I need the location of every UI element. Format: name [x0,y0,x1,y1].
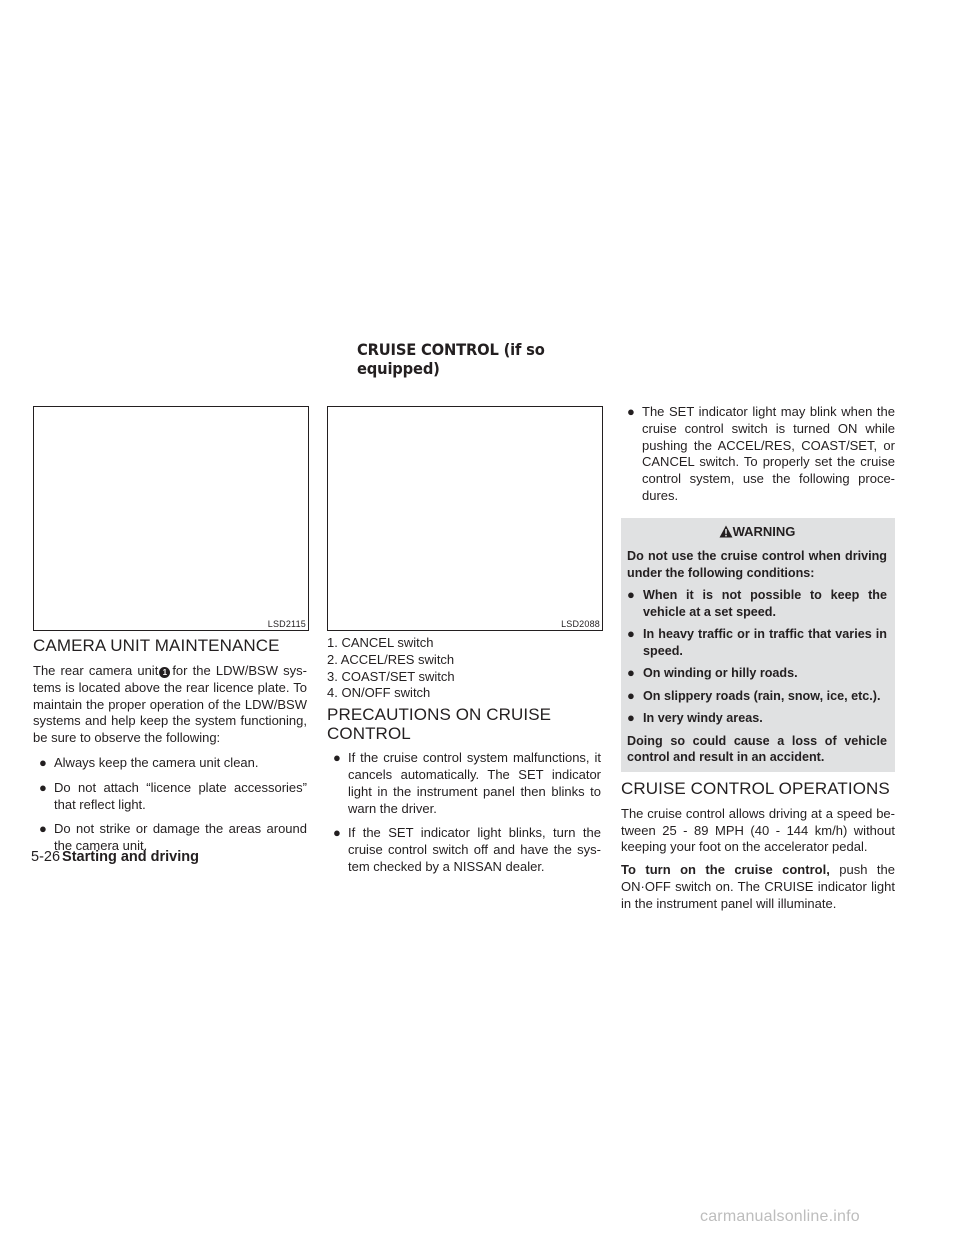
bullet-icon: ● [627,665,635,681]
figure-code: LSD2115 [267,619,306,629]
warning-title: WARNING [627,524,887,541]
list-item: ● On slippery roads (rain, snow, ice, etc.). [627,687,881,703]
list-item: ● On winding or hilly roads. [627,665,798,681]
list-item: ● Do not strike or damage the areas around the camera unit. [39,821,307,854]
warning-outro: Doing so could cause a loss of vehicle control and result in an accident. [627,733,887,765]
section-header: CRUISE CONTROL (if so equipped) [357,340,545,378]
warning-icon [719,525,733,538]
right-column [621,404,895,913]
page-footer [31,849,199,865]
list-item: ● In very windy areas. [627,710,763,726]
operations-turn-on-paragraph: To turn on the cruise control, push the ON·OFF switch on. The CRUISE indicator light in the instrument panel will illuminate. [621,862,895,911]
bullet-icon: ● [627,404,635,419]
warning-intro: Do not use the cruise control when driving under the following conditions: [627,549,887,580]
list-item: ● When it is not possible to keep the vehicle at a set speed. [627,587,887,619]
figure-camera-unit [33,406,309,631]
bullet-icon: ● [39,779,47,795]
list-item: ● If the SET indicator light blinks, turn the cruise control switch off and have the sys-tem checked by a NISSAN dealer. [333,825,601,874]
bullet-icon: ● [333,750,341,766]
figure-legend [327,635,601,702]
legend-item: 1. CANCEL switch [327,635,434,650]
figure-code: LSD2088 [561,619,600,629]
camera-intro: The rear camera unit 1 for the LDW/BSW sys-tems is located above the rear licence plate. To maintain the proper operation of the LDW/BSW systems and help keep the system functioning, be sure to observe the following: [33,663,307,746]
legend-item: 3. COAST/SET switch [327,668,455,684]
camera-maintenance-section [33,636,307,855]
chapter-title: Starting and driving [62,849,199,865]
list-item: ● If the cruise control system malfunctions, it cancels automatically. The SET indicator light in the instrument panel then blinks to warn the driver. [333,750,601,816]
bullet-icon: ● [333,825,341,841]
inline-bold-phrase: To turn on the cruise control, [621,862,830,878]
operations-paragraph: The cruise control allows driving at a speed be-tween 25 - 89 MPH (40 - 144 km/h) without keeping your foot on the accelerator pedal. [621,805,895,855]
middle-column [327,635,601,876]
page-number: 5-26 [31,849,61,865]
figure-cruise-switches [327,406,603,631]
legend-item: 4. ON/OFF switch [327,685,431,701]
warning-box [621,518,895,772]
bullet-icon: ● [627,626,635,642]
list-item: ● The SET indicator light may blink when the cruise control switch is turned ON while pushing the ACCEL/RES, COAST/SET, or CANCEL switch. To properly set the cruise control system, use the following proce-dures. [627,404,895,503]
site-watermark: carmanualsonline.info [700,1208,860,1225]
bullet-icon: ● [627,587,635,603]
list-item: ● In heavy traffic or in traffic that varies in speed. [627,626,887,658]
bullet-icon: ● [627,687,635,703]
bullet-icon: ● [39,821,47,837]
list-item: ● Do not attach “licence plate accessories” that reflect light. [39,779,307,812]
operations-heading: CRUISE CONTROL OPERATIONS [621,778,890,798]
list-item: ● Always keep the camera unit clean. [39,754,259,770]
legend-item: 2. ACCEL/RES switch [327,651,455,667]
precautions-heading: PRECAUTIONS ON CRUISE CONTROL [327,705,552,744]
callout-number: 1 [159,667,170,678]
camera-maintenance-heading: CAMERA UNIT MAINTENANCE [33,636,280,655]
bullet-icon: ● [39,754,47,770]
bullet-icon: ● [627,710,635,726]
